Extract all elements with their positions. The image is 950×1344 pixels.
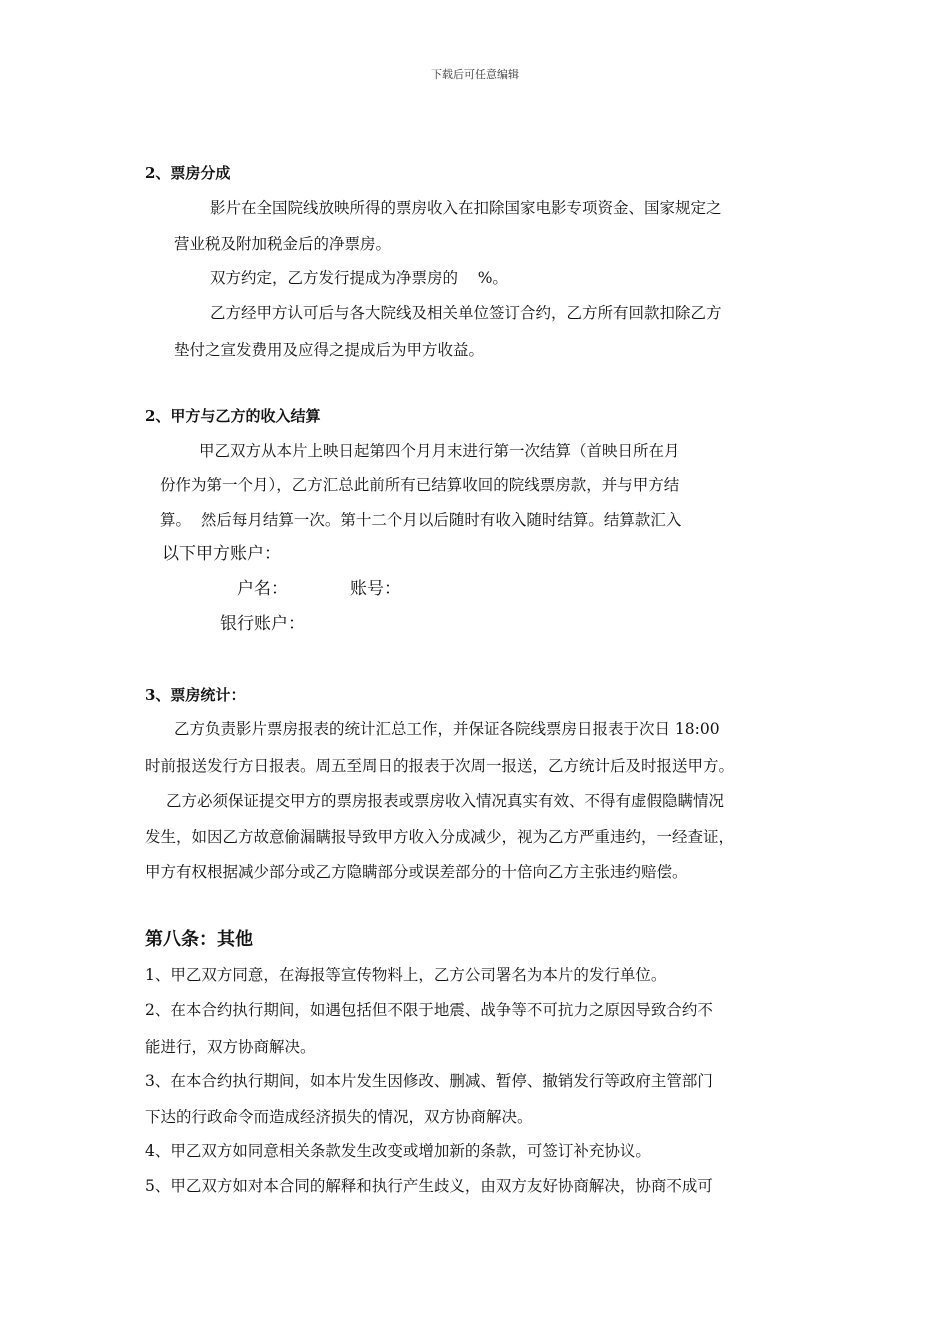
- list-item: 4、甲乙双方如同意相关条款发生改变或增加新的条款，可签订补充协议。: [145, 1142, 651, 1160]
- paragraph-line: 甲方有权根据减少部分或乙方隐瞒部分或误差部分的十倍向乙方主张违约赔偿。: [145, 863, 688, 881]
- paragraph-line: 份作为第一个月），乙方汇总此前所有已结算收回的院线票房款，并与甲方结: [160, 476, 680, 494]
- article-eight-heading: 第八条：其他: [145, 929, 253, 950]
- list-item-continuation: 下达的行政命令而造成经济损失的情况，双方协商解决。: [145, 1108, 533, 1126]
- paragraph-line: 乙方必须保证提交甲方的票房报表或票房收入情况真实有效、不得有虚假隐瞒情况: [166, 792, 725, 810]
- paragraph-line: 甲乙双方从本片上映日起第四个月月末进行第一次结算（首映日所在月: [199, 442, 680, 460]
- paragraph-line: 乙方经甲方认可后与各大院线及相关单位签订合约，乙方所有回款扣除乙方: [210, 304, 722, 322]
- account-name-label: 户名：: [237, 579, 288, 599]
- paragraph-line: 算。 然后每月结算一次。第十二个月以后随时有收入随时结算。结算款汇入: [160, 511, 682, 529]
- paragraph-line: 以下甲方账户：: [162, 544, 281, 564]
- paragraph-line: 营业税及附加税金后的净票房。: [174, 235, 392, 253]
- section-heading-box-office-share: 2、票房分成: [145, 164, 231, 182]
- paragraph-line: 时前报送发行方日报表。周五至周日的报表于次周一报送，乙方统计后及时报送甲方。: [145, 757, 735, 775]
- paragraph-line: 乙方负责影片票房报表的统计汇总工作，并保证各院线票房日报表于次日 18:00: [174, 720, 720, 738]
- list-item-continuation: 能进行，双方协商解决。: [145, 1038, 316, 1056]
- paragraph-line: 双方约定，乙方发行提成为净票房的 %。: [210, 269, 508, 287]
- section-heading-box-office-statistics: 3、票房统计：: [145, 686, 246, 704]
- list-item: 2、在本合约执行期间，如遇包括但不限于地震、战争等不可抗力之原因导致合约不: [145, 1001, 713, 1019]
- section-heading-settlement: 2、甲方与乙方的收入结算: [145, 407, 321, 425]
- list-item: 5、甲乙双方如对本合同的解释和执行产生歧义，由双方友好协商解决，协商不成可: [145, 1177, 713, 1195]
- paragraph-line: 发生，如因乙方故意偷漏瞒报导致甲方收入分成减少，视为乙方严重违约，一经查证，: [145, 828, 735, 846]
- list-item: 3、在本合约执行期间，如本片发生因修改、删减、暂停、撤销发行等政府主管部门: [145, 1072, 713, 1090]
- account-number-label: 账号：: [350, 579, 401, 599]
- bank-account-label: 银行账户：: [220, 614, 305, 634]
- paragraph-line: 垫付之宣发费用及应得之提成后为甲方收益。: [174, 341, 485, 359]
- paragraph-line: 影片在全国院线放映所得的票房收入在扣除国家电影专项资金、国家规定之: [210, 199, 722, 217]
- list-item: 1、甲乙双方同意，在海报等宣传物料上，乙方公司署名为本片的发行单位。: [145, 966, 667, 984]
- page-header-note: 下载后可任意编辑: [431, 68, 519, 81]
